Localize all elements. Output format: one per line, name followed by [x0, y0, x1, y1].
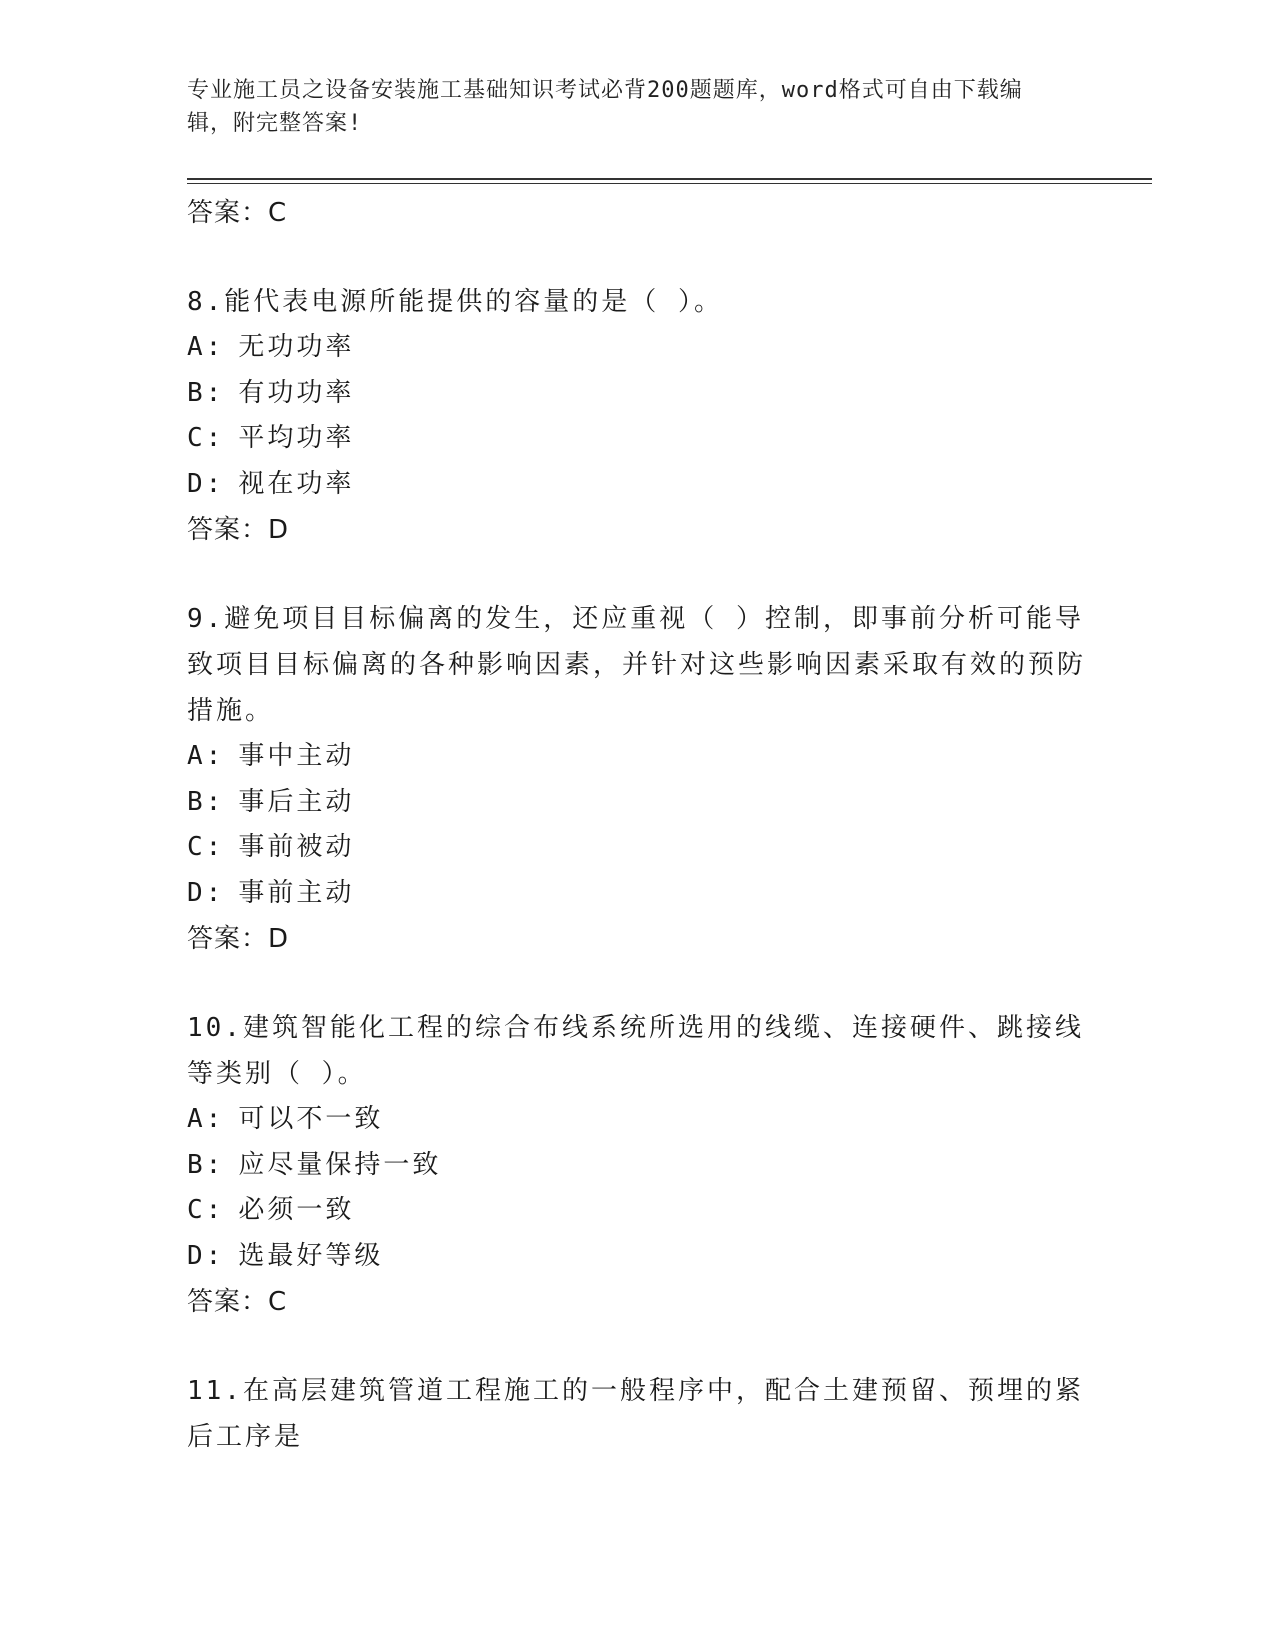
question-stem: 11.在高层建筑管道工程施工的一般程序中，配合土建预留、预埋的紧后工序是 — [187, 1376, 1084, 1452]
option-key: D: — [187, 1240, 225, 1271]
document-header: 专业施工员之设备安装施工基础知识考试必背200题题库，word格式可自由下载编辑，附完整答案! — [187, 78, 1023, 136]
option-text: 选最好等级 — [238, 1240, 384, 1271]
option-text: 必须一致 — [238, 1195, 355, 1225]
question-10 — [187, 1005, 1087, 1325]
question-stem: 9.避免项目目标偏离的发生，还应重视（ ）控制，即事前分析可能导致项目目标偏离的各种影响因素，并针对这些影响因素采取有效的预防措施。 — [187, 604, 1087, 726]
option-text: 事后主动 — [238, 786, 355, 817]
question-11 — [187, 1368, 1087, 1460]
option-key: B: — [187, 786, 225, 817]
answer-line: 答案：D — [187, 924, 290, 954]
option-a — [187, 734, 1087, 780]
option-key: A: — [187, 1104, 225, 1134]
answer-line: 答案：D — [187, 515, 290, 545]
option-d — [187, 462, 1087, 508]
option-b — [187, 1143, 1087, 1189]
option-c — [187, 825, 1087, 871]
question-9 — [187, 596, 1087, 962]
option-key: D: — [187, 877, 225, 908]
option-c — [187, 416, 1087, 462]
option-key: C: — [187, 1195, 225, 1225]
option-key: B: — [187, 1149, 225, 1180]
question-8 — [187, 279, 1087, 553]
option-text: 事中主动 — [238, 741, 355, 771]
option-b — [187, 371, 1087, 417]
option-text: 应尽量保持一致 — [238, 1149, 442, 1180]
option-key: A: — [187, 741, 225, 771]
option-text: 有功功率 — [238, 377, 355, 408]
option-key: D: — [187, 468, 225, 499]
option-text: 平均功率 — [238, 423, 355, 453]
option-text: 视在功率 — [238, 468, 355, 499]
answer-line: 答案：C — [187, 1287, 288, 1317]
header-divider — [187, 178, 1152, 184]
option-text: 事前主动 — [238, 877, 355, 908]
question-stem: 10.建筑智能化工程的综合布线系统所选用的线缆、连接硬件、跳接线等类别（ ）。 — [187, 1013, 1084, 1089]
question-stem: 8.能代表电源所能提供的容量的是（ ）。 — [187, 287, 723, 317]
option-key: C: — [187, 423, 225, 453]
option-c — [187, 1188, 1087, 1234]
question-list — [187, 190, 1087, 1460]
previous-answer: 答案：C — [187, 198, 288, 228]
option-d — [187, 1234, 1087, 1280]
option-a — [187, 325, 1087, 371]
option-key: C: — [187, 832, 225, 862]
option-text: 事前被动 — [238, 832, 355, 862]
option-b — [187, 780, 1087, 826]
option-text: 可以不一致 — [238, 1104, 384, 1134]
option-text: 无功功率 — [238, 332, 355, 362]
option-d — [187, 871, 1087, 917]
option-key: B: — [187, 377, 225, 408]
option-key: A: — [187, 332, 225, 362]
option-a — [187, 1097, 1087, 1143]
